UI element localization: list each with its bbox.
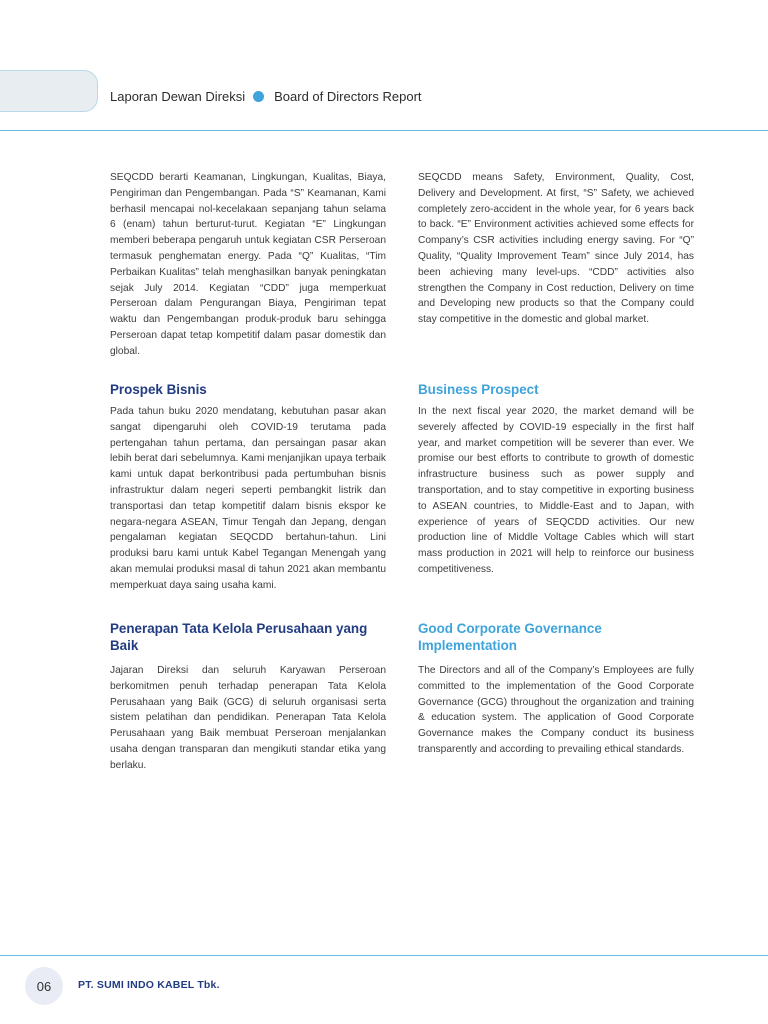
- footer-divider: [0, 955, 768, 956]
- header-dot-icon: [253, 91, 264, 102]
- gcg-paragraph-id: Jajaran Direksi dan seluruh Karyawan Perseroan berkomitmen penuh terhadap penerapan Tata Kelola Perusahaan yang Baik (GCG) di seluruh organisasi serta sistem pelatihan dan pendidikan. Penerapan Tata Kelola Perusahaan yang Baik membuat Perseroan menjalankan usaha dengan transparan dan mengikuti standar etika yang berlaku.: [110, 665, 386, 771]
- intro-paragraph-en: SEQCDD means Safety, Environment, Quality, Cost, Delivery and Development. At first, “S” Safety, we achieved completely zero-accident in the whole year, for 6 years back to back. “E” Environment activities achieved some effects for Company’s CSR activities including energy saving. For “Q” Quality, “Quality Improvement Team” since July 2014, has been achieving many level-ups. “CDD” activities also strengthen the Company in Cost reduction, Delivery on time and Developing new products so that the Company could stay competitive in the domestic and global market.: [418, 172, 694, 326]
- header-title-english: Board of Directors Report: [274, 89, 422, 104]
- header-divider: [0, 130, 768, 131]
- intro-paragraph-id: SEQCDD berarti Keamanan, Lingkungan, Kualitas, Biaya, Pengiriman dan Pengembangan. Pada “S” Keamanan, Kami berhasil mencapai nol-kecelakaan sepanjang tahun selama 6 (enam) tahun berturut-turut. Kegiatan “E” Lingkungan memberi beberapa pengaruh untuk kegiatan CSR Perseroan termasuk penghematan energy. Pada “Q” Kualitas, “Tim Perbaikan Kualitas” telah menghasilkan banyak peningkatan sejak July 2014. Kegiatan “CDD” juga memperkuat Perseroan dalam Pengurangan Biaya, Pengiriman tepat waktu dan Pengembangan produk-produk baru sehingga Perseroan dapat tetap kompetitif dalam pasar domestik dan global.: [110, 172, 386, 357]
- business-prospect-heading-en: Business Prospect: [418, 382, 539, 397]
- business-prospect-heading-id: Prospek Bisnis: [110, 382, 207, 397]
- gcg-heading-id: Penerapan Tata Kelola Perusahaan yang Baik: [110, 621, 368, 653]
- header-title: [110, 89, 422, 104]
- header-title-indonesian: Laporan Dewan Direksi: [110, 89, 246, 104]
- business-prospect-paragraph-en: In the next fiscal year 2020, the market demand will be severely affected by COVID-19 especially in the first half year, and market competition will be severer than ever. We promise our best efforts to contribute to growth of domestic infrastructure business such as power supply and transportation, and to stay competitive in exporting business to ASEAN countries, to Middle-East and to Japan, with experience of years of SEQCDD activities. Our new production line of Middle Voltage Cables which will start mass production in 2021 will help to reinforce our business competitiveness.: [418, 406, 694, 575]
- indonesian-column: [110, 170, 386, 774]
- header-tab-decoration: [0, 70, 98, 112]
- page-number: 06: [25, 967, 63, 1005]
- english-column: [418, 170, 694, 758]
- business-prospect-paragraph-id: Pada tahun buku 2020 mendatang, kebutuhan pasar akan sangat dipengaruhi oleh COVID-19 terutama pada pertengahan tahun pertama, dan persaingan pasar akan lebih berat dari sebelumnya. Kami menjanjikan upaya terbaik kami untuk dapat berkontribusi pada pertumbuhan bisnis infrastruktur dalam negeri seperti pembangkit listrik dan transportasi dan tetap kompetitif dalam bisnis ekspor ke negara-negara ASEAN, Timur Tengah dan Jepang, dengan pengalaman kegiatan SEQCDD bertahun-tahun. Lini produksi baru kami untuk Kabel Tegangan Menengah yang akan memulai produksi masal di tahun 2021 akan membantu memperkuat daya saing usaha kami.: [110, 406, 386, 591]
- gcg-paragraph-en: The Directors and all of the Company’s Employees are fully committed to the implementation of the Good Corporate Governance (GCG) throughout the organization and training & education system. The application of Good Corporate Governance makes the Company conduct its business transparently and according to prevailing ethical standards.: [418, 665, 694, 755]
- gcg-heading-en: Good Corporate Governance Implementation: [418, 621, 602, 653]
- company-name: PT. SUMI INDO KABEL Tbk.: [78, 979, 220, 991]
